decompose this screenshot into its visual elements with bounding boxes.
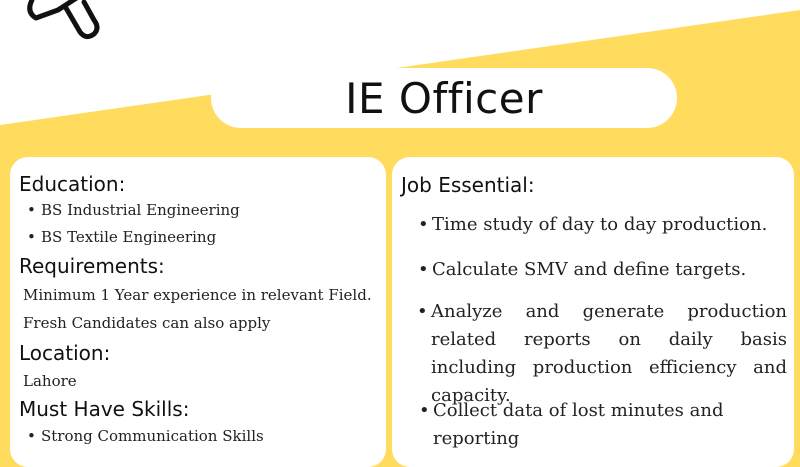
job-essential-item: • Time study of day to day production. — [432, 214, 767, 235]
job-essential-item: • Collect data of lost minutes and — [433, 400, 723, 421]
education-item: • BS Textile Engineering — [41, 228, 216, 246]
job-essential-item: • Analyze and generate production related reports on daily basis including production efficiency and capacity. — [431, 298, 787, 410]
job-title-banner — [211, 68, 677, 128]
location-heading: Location: — [19, 341, 111, 365]
education-item: • BS Industrial Engineering — [41, 201, 240, 219]
requirement-item: Minimum 1 Year experience in relevant Field. — [23, 286, 372, 304]
skills-heading: Must Have Skills: — [19, 397, 190, 421]
job-title: IE Officer — [345, 73, 543, 123]
education-heading: Education: — [19, 172, 126, 196]
job-essential-item: • Calculate SMV and define targets. — [432, 259, 746, 280]
job-essential-item-continued: reporting — [433, 428, 520, 449]
requirement-item: Fresh Candidates can also apply — [23, 314, 271, 332]
skill-item: • Strong Communication Skills — [41, 427, 264, 445]
megaphone-icon — [22, 0, 132, 52]
requirements-heading: Requirements: — [19, 254, 165, 278]
job-essential-heading: Job Essential: — [401, 173, 535, 197]
location-value: Lahore — [23, 372, 77, 390]
